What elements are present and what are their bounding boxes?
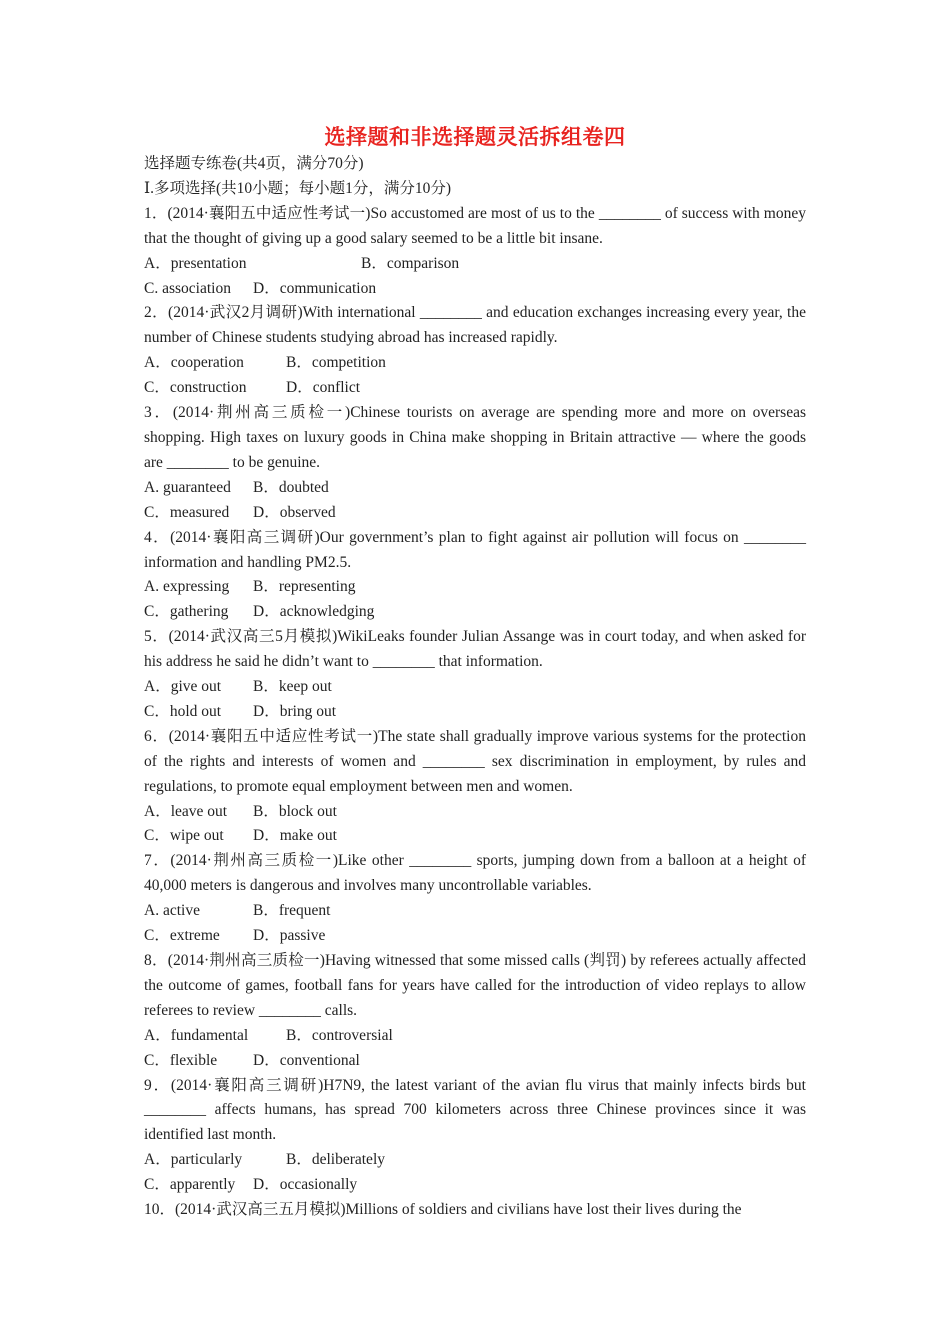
option-a: A. active bbox=[144, 902, 200, 920]
question-stem: 10．(2014·武汉高三五月模拟)Millions of soldiers and civilians have lost their lives during the bbox=[144, 1201, 742, 1219]
option-d: D．occasionally bbox=[253, 1176, 358, 1194]
question-stem: 9．(2014·襄阳高三调研)H7N9, the latest variant of the avian flu virus that mainly infects birds but ________ affects humans, has spread 700 kilometers across three Chinese provinces since it was identified last month. bbox=[144, 1076, 806, 1144]
question-6 bbox=[144, 725, 806, 850]
option-a: A．give out bbox=[144, 678, 222, 696]
option-d: D．conflict bbox=[286, 379, 361, 397]
option-c: C．construction bbox=[144, 379, 247, 397]
option-d: D．communication bbox=[253, 279, 377, 297]
option-a: A. guaranteed bbox=[144, 478, 231, 496]
option-a: A．fundamental bbox=[144, 1026, 249, 1044]
section-heading: Ⅰ.多项选择(共10小题；每小题1分，满分10分) bbox=[144, 179, 452, 197]
question-stem: 7．(2014·荆州高三质检一)Like other ________ sports, jumping down from a balloon at a height of 40,000 meters is dangerous and involves many uncontrollable variables. bbox=[144, 852, 806, 895]
option-a: A. expressing bbox=[144, 578, 230, 596]
option-d: D．observed bbox=[253, 503, 336, 521]
options-row bbox=[144, 924, 806, 949]
options-row bbox=[144, 1148, 806, 1173]
options-row bbox=[144, 675, 806, 700]
option-a: A．presentation bbox=[144, 254, 247, 272]
options-row bbox=[144, 277, 806, 302]
options-row bbox=[144, 899, 806, 924]
option-c: C．apparently bbox=[144, 1176, 236, 1194]
option-b: B．comparison bbox=[361, 254, 460, 272]
options-row bbox=[144, 501, 806, 526]
question-stem: 5．(2014·武汉高三5月模拟)WikiLeaks founder Julian Assange was in court today, and when asked for his address he said he didn’t want to ________ that information. bbox=[144, 628, 806, 671]
document-title: 选择题和非选择题灵活拆组卷四 bbox=[324, 125, 626, 149]
options-row bbox=[144, 1049, 806, 1074]
option-d: D．conventional bbox=[253, 1051, 360, 1069]
option-d: D．bring out bbox=[253, 702, 337, 720]
option-c: C．extreme bbox=[144, 927, 220, 945]
option-d: D．acknowledging bbox=[253, 603, 375, 621]
document-page bbox=[144, 122, 806, 1223]
option-b: B．frequent bbox=[253, 902, 331, 920]
options-row bbox=[144, 600, 806, 625]
paper-subtitle: 选择题专练卷(共4页，满分70分) bbox=[144, 155, 364, 172]
options-row bbox=[144, 252, 806, 277]
options-row bbox=[144, 1173, 806, 1198]
option-b: B．representing bbox=[253, 578, 356, 596]
question-stem: 6．(2014·襄阳五中适应性考试一)The state shall gradually improve various systems for the protection of the rights and interests of women and ________ sex discrimination in employment, by rules and regulations, to promote equal employment between men and women. bbox=[144, 727, 806, 795]
option-b: B．controversial bbox=[286, 1026, 393, 1044]
options-row bbox=[144, 575, 806, 600]
question-2 bbox=[144, 301, 806, 401]
question-1 bbox=[144, 202, 806, 302]
options-row bbox=[144, 351, 806, 376]
question-7 bbox=[144, 849, 806, 949]
question-8 bbox=[144, 949, 806, 1074]
option-c: C．flexible bbox=[144, 1051, 218, 1069]
question-3 bbox=[144, 401, 806, 526]
option-c: C．wipe out bbox=[144, 827, 224, 845]
options-row bbox=[144, 700, 806, 725]
question-10 bbox=[144, 1198, 806, 1223]
option-c: C．measured bbox=[144, 503, 230, 521]
question-4 bbox=[144, 526, 806, 626]
option-b: B．deliberately bbox=[286, 1151, 385, 1169]
option-b: B．keep out bbox=[253, 678, 332, 696]
option-d: D．passive bbox=[253, 927, 326, 945]
options-row bbox=[144, 476, 806, 501]
question-stem: 4．(2014·襄阳高三调研)Our government’s plan to fight against air pollution will focus on ________ information and handling PM2.5. bbox=[144, 528, 806, 571]
options-row bbox=[144, 376, 806, 401]
option-b: B．block out bbox=[253, 802, 337, 820]
question-stem: 3．(2014·荆州高三质检一)Chinese tourists on average are spending more and more on overseas shopping. High taxes on luxury goods in China make shopping in Britain attractive — where the goods are ________ to be genuine. bbox=[144, 404, 806, 471]
option-b: B．doubted bbox=[253, 478, 329, 496]
option-c: C．hold out bbox=[144, 702, 222, 720]
options-row bbox=[144, 800, 806, 825]
question-5 bbox=[144, 625, 806, 725]
question-stem: 2．(2014·武汉2月调研)With international ________ and education exchanges increasing every year, the number of Chinese students studying abroad has increased rapidly. bbox=[144, 304, 806, 347]
option-a: A．leave out bbox=[144, 802, 228, 820]
option-b: B．competition bbox=[286, 354, 386, 372]
option-c: C. association bbox=[144, 279, 231, 297]
options-row bbox=[144, 824, 806, 849]
options-row bbox=[144, 1024, 806, 1049]
option-d: D．make out bbox=[253, 827, 337, 845]
question-9 bbox=[144, 1074, 806, 1199]
option-c: C．gathering bbox=[144, 603, 229, 621]
option-a: A．cooperation bbox=[144, 354, 244, 372]
option-a: A．particularly bbox=[144, 1151, 243, 1169]
question-stem: 8．(2014·荆州高三质检一)Having witnessed that some missed calls (判罚) by referees actually affected the outcome of games, football fans for years have called for the introduction of video replays to allow referees to review ________ calls. bbox=[144, 952, 806, 1019]
question-stem: 1．(2014·襄阳五中适应性考试一)So accustomed are most of us to the ________ of success with money that the thought of giving up a good salary seemed to be a little bit insane. bbox=[144, 204, 806, 247]
